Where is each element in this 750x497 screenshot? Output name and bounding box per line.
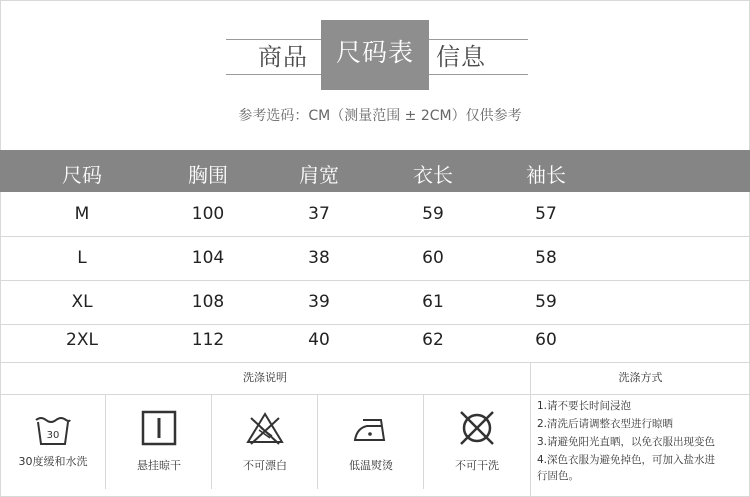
cell-chest: 100: [191, 204, 225, 224]
title-left-text: 商品: [258, 43, 308, 71]
care-method-item: 行固色。: [537, 470, 579, 482]
care-icon-cell: [212, 395, 318, 489]
table-row: [0, 236, 750, 281]
title-highlight-text: 尺码表: [335, 38, 414, 67]
no-dryclean-icon: [457, 408, 497, 448]
care-divider: [530, 362, 531, 497]
cell-length: 61: [422, 292, 444, 312]
icon-label: 低温熨烫: [349, 459, 393, 472]
cell-shoulder: 37: [308, 204, 330, 224]
care-icon-cell: [106, 395, 212, 489]
header-shoulder: 肩宽: [299, 163, 339, 187]
care-instructions-title: 洗涤说明: [0, 362, 530, 395]
cell-sleeve: 59: [535, 292, 557, 312]
care-method-item: 1.请不要长时间浸泡: [537, 400, 632, 412]
care-icon-cell: [318, 395, 424, 489]
header-length: 衣长: [413, 163, 453, 187]
table-row: [0, 318, 750, 363]
care-method-item: 3.请避免阳光直晒，以免衣服出现变色: [537, 436, 716, 448]
cell-length: 59: [422, 204, 444, 224]
page-header: [0, 0, 750, 150]
cell-size: XL: [71, 292, 93, 312]
care-icon-cell: [0, 395, 106, 489]
cell-length: 62: [422, 330, 444, 350]
icon-label: 30度缓和水洗: [18, 455, 88, 468]
low-iron-icon: [351, 408, 391, 448]
cell-length: 60: [422, 248, 444, 268]
header-chest: 胸围: [188, 163, 228, 187]
wash-temperature: 30: [46, 430, 60, 441]
care-methods-title: 洗涤方式: [531, 362, 750, 395]
icon-label: 不可漂白: [243, 459, 287, 472]
no-bleach-icon: [245, 408, 285, 448]
cell-sleeve: 57: [535, 204, 557, 224]
cell-sleeve: 58: [535, 248, 557, 268]
care-method-item: 4.深色衣服为避免掉色，可加入盐水进: [537, 454, 716, 466]
size-reference-note: 参考选码：CM（测量范围 ± 2CM）仅供参考: [238, 108, 522, 124]
care-icon-cell: [424, 395, 530, 489]
cell-chest: 112: [191, 330, 225, 350]
care-method-item: 2.清洗后请调整衣型进行晾晒: [537, 418, 674, 430]
header-size: 尺码: [62, 163, 102, 187]
cell-size: L: [77, 248, 87, 268]
cell-chest: 108: [191, 292, 225, 312]
care-section: [0, 362, 750, 497]
table-row: [0, 192, 750, 237]
icon-label: 悬挂晾干: [137, 459, 181, 472]
icon-label: 不可干洗: [455, 459, 499, 472]
header-sleeve: 袖长: [526, 163, 566, 187]
cell-sleeve: 60: [535, 330, 557, 350]
cell-shoulder: 38: [308, 248, 330, 268]
cell-chest: 104: [191, 248, 225, 268]
size-table-header: [0, 150, 750, 192]
wash-30-icon: [33, 408, 73, 448]
cell-shoulder: 40: [308, 330, 330, 350]
hang-dry-icon: [139, 408, 179, 448]
cell-size: M: [74, 204, 90, 224]
cell-shoulder: 39: [308, 292, 330, 312]
title-right-text: 信息: [436, 43, 486, 71]
cell-size: 2XL: [66, 330, 98, 350]
